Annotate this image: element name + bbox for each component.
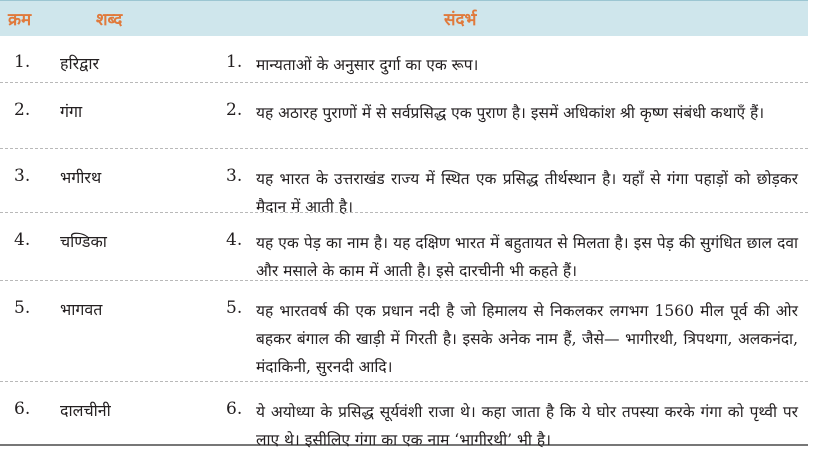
reference-number: 4.	[226, 230, 243, 250]
reference-number: 3.	[226, 166, 243, 186]
reference-text: यह अठारह पुराणों में से सर्वप्रसिद्ध एक पुराण है। इसमें अधिकांश श्री कृष्ण संबंधी कथाएँ हैं।	[256, 104, 765, 122]
row-word: गंगा	[60, 102, 83, 121]
row-number: 1.	[14, 52, 31, 72]
header-serial: क्रम	[8, 10, 32, 30]
reference-number: 2.	[226, 100, 243, 120]
row-number: 6.	[14, 399, 31, 419]
table-row	[0, 281, 808, 382]
row-word: चण्डिका	[60, 232, 107, 251]
table-row	[0, 35, 808, 83]
reference-text: यह भारतवर्ष की एक प्रधान नदी है जो हिमालय से निकलकर लगभग 1560 मील पूर्व की ओर बहकर बंगाल की खाड़ी में गिरती है। इसके अनेक नाम हैं, जैसे— भागीरथी, त्रिपथगा, अलकनंदा, मंदाकिनी, सुरनदी आदि।	[256, 302, 798, 376]
row-number: 2.	[14, 100, 31, 120]
row-word: दालचीनी	[60, 401, 111, 420]
reference-number: 5.	[226, 298, 243, 318]
row-number: 5.	[14, 298, 31, 318]
row-word: भगीरथ	[60, 168, 102, 187]
row-number: 3.	[14, 166, 31, 186]
table-body	[0, 35, 808, 449]
table-row	[0, 149, 808, 216]
reference-text: मान्यताओं के अनुसार दुर्गा का एक रूप।	[256, 56, 479, 74]
reference-text: ये अयोध्या के प्रसिद्ध सूर्यवंशी राजा थे। कहा जाता है कि ये घोर तपस्या करके गंगा को पृथ्वी पर लाए थे। इसीलिए गंगा का एक नाम ‘भागीरथी’ भी है।	[256, 403, 798, 449]
table-row	[0, 382, 808, 449]
row-number: 4.	[14, 230, 31, 250]
row-word: हरिद्वार	[60, 54, 100, 73]
reference-text: यह भारत के उत्तराखंड राज्य में स्थित एक प्रसिद्ध तीर्थस्थान है। यहाँ से गंगा पहाड़ों को छोड़कर मैदान में आती है।	[256, 170, 798, 216]
header-word: शब्द	[96, 10, 123, 30]
table-header	[0, 0, 808, 36]
reference-text: यह एक पेड़ का नाम है। यह दक्षिण भारत में बहुतायत से मिलता है। इस पेड़ की सुगंधित छाल दवा और मसाले के काम में आती है। इसे दारचीनी भी कहते हैं।	[256, 234, 798, 280]
row-word: भागवत	[60, 300, 103, 319]
table-row	[0, 213, 808, 281]
header-reference: संदर्भ	[444, 10, 477, 30]
reference-number: 1.	[226, 52, 243, 72]
reference-number: 6.	[226, 399, 243, 419]
table-row	[0, 83, 808, 149]
